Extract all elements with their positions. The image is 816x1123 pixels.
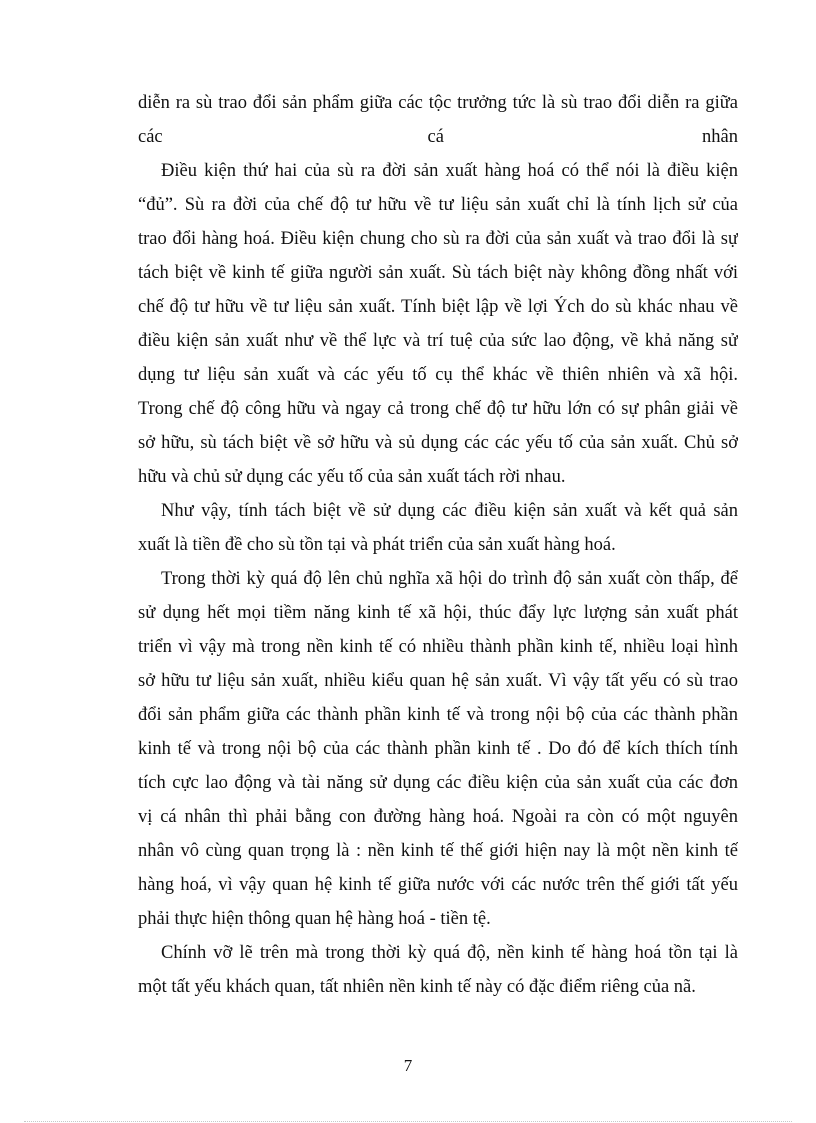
p3-line-2: xuất là tiền đề cho sù tồn tại và phát triển của sản xuất hàng hoá. <box>138 535 616 555</box>
p4-line-6: kinh tế và trong nội bộ của các thành phần kinh tế . Do đó để kích thích tính <box>138 739 738 759</box>
p2-line-5: chế độ tư hữu về tư liệu sản xuất. Tính biệt lập về lợi Ých do sù khác nhau về <box>138 297 738 317</box>
p2-line-3: trao đổi hàng hoá. Điều kiện chung cho sù ra đời của sản xuất và trao đổi là sự <box>138 229 738 249</box>
p2-line-7: dụng tư liệu sản xuất và các yếu tố cụ thể khác về thiên nhiên và xã hội. <box>138 365 738 385</box>
body-text <box>138 92 738 1010</box>
p4-line-3: triển vì vậy mà trong nền kinh tế có nhiều thành phần kinh tế, nhiều loại hình <box>138 637 738 657</box>
p4-line-10: hàng hoá, vì vậy quan hệ kinh tế giữa nước với các nước trên thế giới tất yếu <box>138 875 738 895</box>
p2-line-1: Điều kiện thứ hai của sù ra đời sản xuất hàng hoá có thể nói là điều kiện <box>161 161 738 181</box>
p1-line-1: diễn ra sù trao đổi sản phẩm giữa các tộc trưởng tức là sù trao đổi diễn ra giữa <box>138 93 738 113</box>
p3-line-1: Như vậy, tính tách biệt về sử dụng các điều kiện sản xuất và kết quả sản <box>161 501 738 521</box>
p2-line-2: “đủ”. Sù ra đời của chế độ tư hữu về tư liệu sản xuất chỉ là tính lịch sử của <box>138 195 738 215</box>
p2-line-6: điều kiện sản xuất như về thể lực và trí tuệ của sức lao động, về khả năng sử <box>138 331 738 351</box>
p5-line-2: một tất yếu khách quan, tất nhiên nền kinh tế này có đặc điểm riêng của nã. <box>138 977 696 997</box>
p4-line-4: sở hữu tư liệu sản xuất, nhiều kiểu quan hệ sản xuất. Vì vậy tất yếu có sù trao <box>138 671 738 691</box>
p2-line-8: Trong chế độ công hữu và ngay cả trong chế độ tư hữu lớn có sự phân giải về <box>138 399 738 419</box>
p1-line-2: các cá nhân <box>138 127 738 147</box>
p4-line-2: sử dụng hết mọi tiềm năng kinh tế xã hội, thúc đẩy lực lượng sản xuất phát <box>138 603 738 623</box>
p4-line-7: tích cực lao động và tài năng sử dụng các điều kiện của sản xuất của các đơn <box>138 773 738 793</box>
p4-line-5: đổi sản phẩm giữa các thành phần kinh tế và trong nội bộ của các thành phần <box>138 705 738 725</box>
p2-line-9: sở hữu, sù tách biệt về sở hữu và sủ dụng các các yếu tố của sản xuất. Chủ sở <box>138 433 738 453</box>
p4-line-11: phải thực hiện thông quan hệ hàng hoá - tiền tệ. <box>138 909 491 929</box>
p4-line-8: vị cá nhân thì phải bằng con đường hàng hoá. Ngoài ra còn có một nguyên <box>138 807 738 827</box>
p2-line-4: tách biệt về kinh tế giữa người sản xuất. Sù tách biệt này không đồng nhất với <box>138 263 738 283</box>
page-number: 7 <box>403 1056 413 1075</box>
page-bottom-divider <box>24 1121 792 1122</box>
p5-line-1: Chính vỡ lẽ trên mà trong thời kỳ quá độ, nền kinh tế hàng hoá tồn tại là <box>161 943 738 963</box>
p4-line-1: Trong thời kỳ quá độ lên chủ nghĩa xã hội do trình độ sản xuất còn thấp, để <box>161 569 738 589</box>
p2-line-10: hữu và chủ sử dụng các yếu tố của sản xuất tách rời nhau. <box>138 467 566 487</box>
p4-line-9: nhân vô cùng quan trọng là : nền kinh tế thế giới hiện nay là một nền kinh tế <box>138 841 738 861</box>
